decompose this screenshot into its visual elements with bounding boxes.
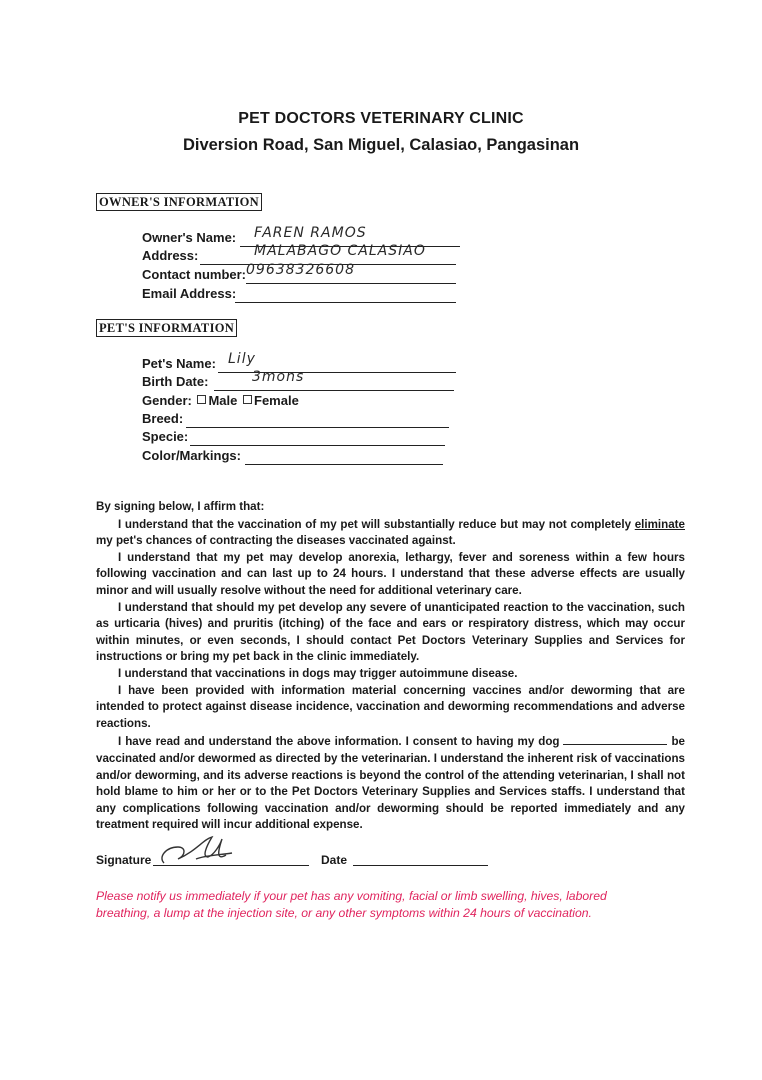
pet-birth-line (214, 390, 454, 391)
affirmation-p2: I understand that my pet may develop anorexia, lethargy, fever and soreness within a few hours following vaccination and can last up to 24 hours. I understand that these adverse effects are usually minor and will usually resolve without the need for additional veterinary care. (96, 550, 685, 597)
owner-contact-line (246, 283, 456, 284)
owner-address-value: MALABAGO CALASIAO (254, 243, 426, 259)
signature-mark (156, 833, 246, 871)
pet-name-label: Pet's Name: (142, 356, 216, 371)
pet-specie-label: Specie: (142, 429, 189, 444)
pet-section-title: PET'S INFORMATION (96, 319, 237, 337)
pet-breed-field[interactable] (142, 411, 462, 429)
affirmation-p3: I understand that should my pet develop any severe of unanticipated reaction to the vaccination, such as urticaria (hives) and pruritis (itching) of the face and ears or respiratory distress, which may occur within minutes, or even seconds, I should contact Pet Doctors Veterinary Supplies and Services for instructions or bring my pet back in the clinic immediately. (96, 600, 685, 664)
pet-color-field[interactable] (142, 448, 462, 466)
clinic-address: Diversion Road, San Miguel, Calasiao, Pangasinan (182, 136, 580, 154)
gender-male-checkbox[interactable] (197, 395, 206, 404)
owner-email-field[interactable] (142, 286, 462, 304)
pet-gender-field[interactable] (142, 393, 462, 411)
affirmation-p4: I understand that vaccinations in dogs may trigger autoimmune disease. (118, 666, 518, 680)
affirmation-text (96, 499, 685, 834)
affirmation-p1-a: I understand that the vaccination of my pet will substantially reduce but may not completely (118, 517, 635, 531)
pet-name-value: Lily (228, 351, 256, 367)
pet-color-line (245, 464, 443, 465)
owner-name-label: Owner's Name: (142, 230, 237, 245)
owner-email-label: Email Address: (142, 286, 237, 301)
pet-breed-line (186, 427, 449, 428)
affirmation-p6-b: be vaccinated and/or dewormed as directed by the veterinarian. I understand the inherent risk of vaccinations and/or deworming, and its adverse reactions is beyond the control of the attending veterinarian, I shall not hold blame to him or her or to the Pet Doctors Veterinary Supplies and Services staffs. I understand that any complications following vaccination and/or deworming should be reported immediately and any treatment required will incur additional expense. (96, 735, 685, 832)
affirmation-intro: By signing below, I affirm that: (96, 500, 265, 513)
owner-contact-label: Contact number: (142, 267, 246, 282)
affirmation-p5: I have been provided with information material concerning vaccines and/or deworming that are intended to protect against disease incidence, vaccination and deworming recommendations and adverse reactions. (96, 683, 685, 730)
signature-label: Signature (96, 853, 152, 867)
gender-male-label: Male (208, 393, 238, 408)
date-label: Date (321, 853, 348, 867)
affirmation-p1-b: my pet's chances of contracting the diseases vaccinated against. (96, 534, 456, 548)
vaccination-notice: Please notify us immediately if your pet has any vomiting, facial or limb swelling, hives, labored breathing, a lump at the injection site, or any other symptoms within 24 hours of vaccination. (96, 889, 607, 920)
owner-contact-value: 09638326608 (246, 262, 355, 278)
affirmation-p6-a: I have read and understand the above information. I consent to having my dog (118, 735, 564, 749)
pet-specie-field[interactable] (142, 429, 462, 447)
pet-breed-label: Breed: (142, 411, 184, 426)
owner-contact-field[interactable] (142, 262, 462, 285)
pet-color-label: Color/Markings: (142, 448, 241, 463)
owner-address-label: Address: (142, 248, 199, 263)
affirmation-p6 (96, 732, 685, 834)
dog-name-blank[interactable] (563, 732, 667, 745)
pet-gender-label: Gender: (142, 393, 192, 408)
date-line[interactable] (353, 865, 488, 866)
affirmation-p1 (96, 517, 685, 550)
pet-specie-line (190, 445, 445, 446)
gender-female-label: Female (254, 393, 299, 408)
pet-birth-field[interactable] (142, 369, 462, 392)
pet-birth-label: Birth Date: (142, 374, 209, 389)
clinic-name: PET DOCTORS VETERINARY CLINIC (238, 110, 524, 127)
gender-female-checkbox[interactable] (243, 395, 252, 404)
owner-section-title: OWNER'S INFORMATION (96, 193, 262, 211)
affirmation-p1-underlined: eliminate (634, 517, 685, 531)
owner-name-value: FAREN RAMOS (254, 225, 367, 241)
owner-email-line (235, 302, 456, 303)
pet-birth-value: 3mons (252, 369, 305, 385)
